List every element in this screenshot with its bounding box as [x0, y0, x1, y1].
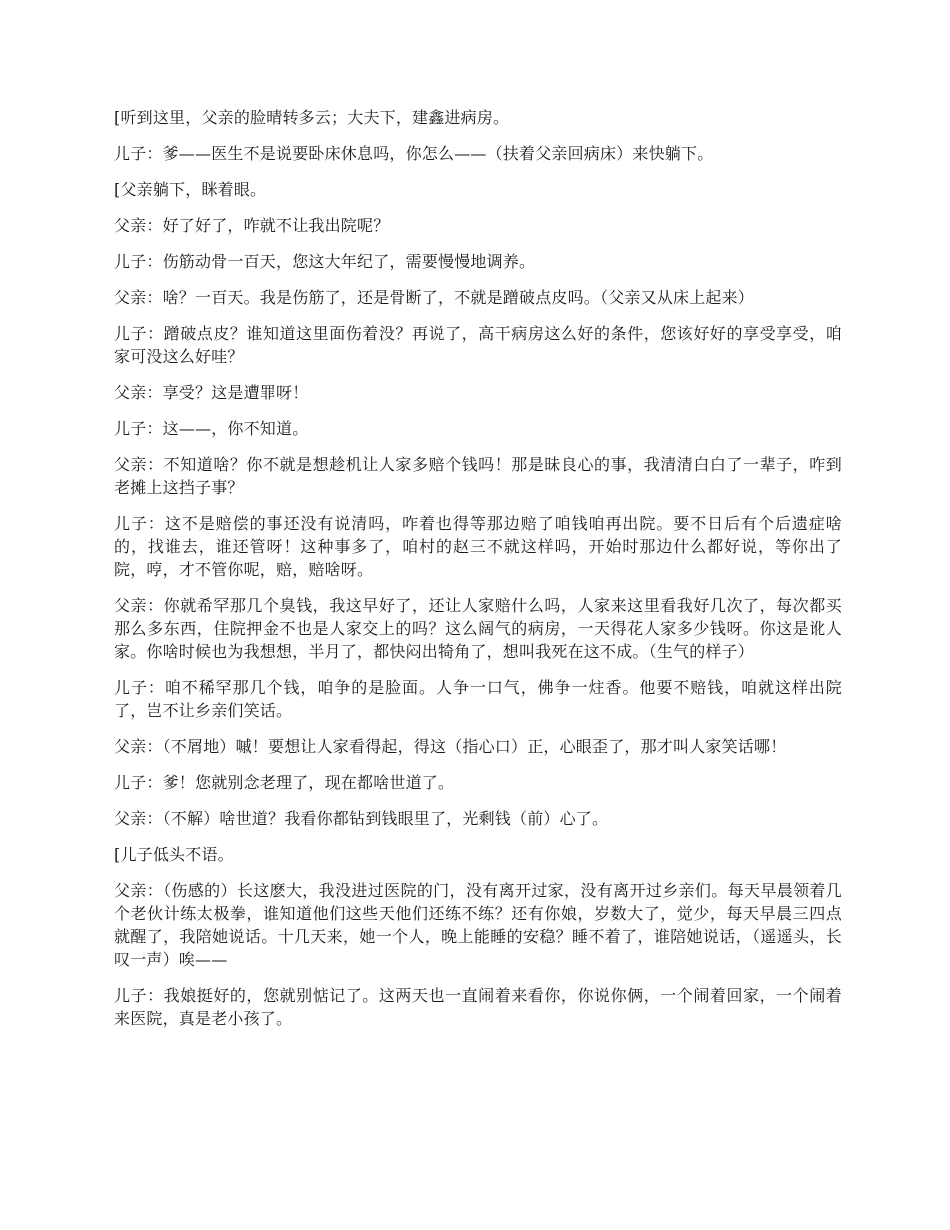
dialogue-line: 儿子：爹！您就别念老理了，现在都啥世道了。 [114, 773, 455, 792]
document-body [114, 106, 842, 1043]
dialogue-line: 儿子：伤筋动骨一百天，您这大年纪了，需要慢慢地调养。 [114, 252, 536, 271]
dialogue-line: 父亲：（不屑地）嘁！要想让人家看得起，得这（指心口）正，心眼歪了，那才叫人家笑话哪！ [114, 737, 787, 756]
dialogue-line: 父亲：你就希罕那几个臭钱，我这早好了，还让人家赔什么吗，人家来这里看我好几次了，每次都买那么多东西，住院押金不也是人家交上的吗？这么阔气的病房，一天得花人家多少钱呀。你这是讹人家。你啥时候也为我想想，半月了，都快闷出犄角了，想叫我死在这不成。（生气的样子） [114, 596, 842, 661]
dialogue-line: 儿子：我娘挺好的，您就别惦记了。这两天也一直闹着来看你，你说你俩，一个闹着回家，一个闹着来医院，真是老小孩了。 [114, 986, 842, 1028]
dialogue-line: 父亲：（伤感的）长这麽大，我没进过医院的门，没有离开过家，没有离开过乡亲们。每天早晨领着几个老伙计练太极拳，谁知道他们这些天他们还练不练？还有你娘，岁数大了，觉少，每天早晨三四点就醒了，我陪她说话。十几天来，她一个人，晚上能睡的安稳？睡不着了，谁陪她说话，（遥遥头，长叹一声）唉—— [114, 881, 842, 969]
dialogue-line: 儿子：这不是赔偿的事还没有说清吗，咋着也得等那边赔了咱钱咱再出院。要不日后有个后遗症啥的，找谁去，谁还管呀！这种事多了，咱村的赵三不就这样吗，开始时那边什么都好说，等你出了院，哼，才不管你呢，赔，赔啥呀。 [114, 514, 842, 579]
stage-direction: [父亲躺下，眯着眼。 [114, 180, 267, 199]
dialogue-line: 儿子：蹭破点皮？谁知道这里面伤着没？再说了，高干病房这么好的条件，您该好好的享受享受，咱家可没这么好哇？ [114, 324, 842, 366]
stage-direction: [听到这里，父亲的脸晴转多云；大夫下，建鑫进病房。 [114, 108, 510, 127]
dialogue-line: 父亲：好了好了，咋就不让我出院呢？ [114, 216, 390, 235]
dialogue-line: 儿子：爹——医生不是说要卧床休息吗，你怎么——（扶着父亲回病床）来快躺下。 [114, 144, 714, 163]
dialogue-line: 儿子：这——，你不知道。 [114, 419, 309, 438]
dialogue-line: 父亲：啥？一百天。我是伤筋了，还是骨断了，不就是蹭破点皮吗。（父亲又从床上起来） [114, 288, 755, 307]
dialogue-line: 父亲：不知道啥？你不就是想趁机让人家多赔个钱吗！那是昧良心的事，我清清白白了一辈子，咋到老摊上这挡子事？ [114, 455, 842, 497]
dialogue-line: 儿子：咱不稀罕那几个钱，咱争的是脸面。人争一口气，佛争一炷香。他要不赔钱，咱就这样出院了，岂不让乡亲们笑话。 [114, 678, 842, 720]
dialogue-line: 父亲：享受？这是遭罪呀！ [114, 383, 309, 402]
stage-direction: [儿子低头不语。 [114, 845, 234, 864]
dialogue-line: 父亲：（不解）啥世道？我看你都钻到钱眼里了，光剩钱（前）心了。 [114, 809, 609, 828]
